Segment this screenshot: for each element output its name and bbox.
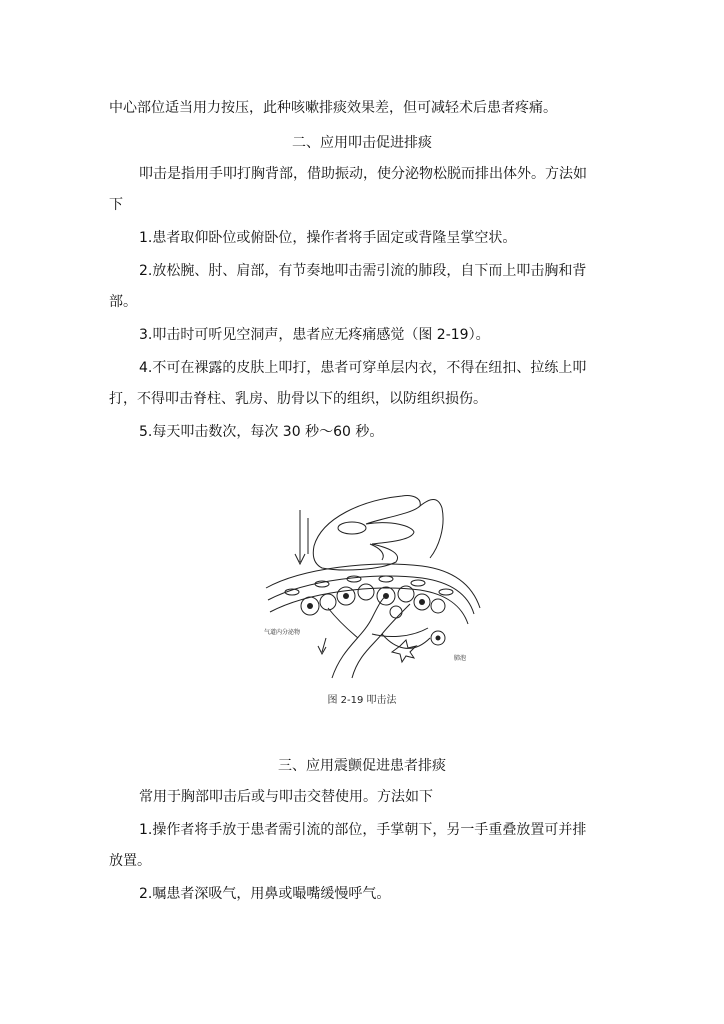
section-heading: 三、应用震颤促进患者排痰 [278, 758, 446, 774]
list-item: 1.操作者将手放于患者需引流的部位，手掌朝下，另一手重叠放置可并排 [139, 822, 587, 838]
figure-caption: 图 2-19 叩击法 [327, 695, 397, 706]
list-item: 1.患者取仰卧位或俯卧位，操作者将手固定或背隆呈掌空状。 [139, 230, 517, 246]
paragraph-line: 部。 [109, 294, 137, 310]
paragraph-line: 常用于胸部叩击后或与叩击交替使用。方法如下 [139, 789, 433, 805]
list-item: 3.叩击时可听见空洞声，患者应无疼痛感觉（图 2-19）。 [139, 327, 490, 343]
paragraph-line: 下 [109, 197, 123, 213]
figure-label-alveoli: 肺泡 [454, 655, 467, 662]
paragraph-line: 放置。 [109, 853, 151, 869]
paragraph-line: 打，不得叩击脊柱、乳房、肋骨以下的组织，以防组织损伤。 [109, 391, 487, 407]
list-item: 5.每天叩击数次，每次 30 秒～60 秒。 [139, 424, 384, 440]
list-item: 2.嘱患者深吸气，用鼻或嘬嘴缓慢呼气。 [139, 886, 391, 902]
list-item: 4.不可在裸露的皮肤上叩打，患者可穿单层内衣，不得在纽扣、拉练上叩 [139, 360, 587, 376]
percussion-illustration [262, 488, 484, 684]
figure-label-secretions: 气道内分泌物 [264, 629, 301, 636]
section-heading: 二、应用叩击促进排痰 [292, 135, 432, 151]
list-item: 2.放松腕、肘、肩部，有节奏地叩击需引流的肺段，自下而上叩击胸和背 [139, 263, 587, 279]
paragraph-line: 中心部位适当用力按压，此种咳嗽排痰效果差，但可减轻术后患者疼痛。 [109, 100, 557, 116]
paragraph-line: 叩击是指用手叩打胸背部，借助振动，使分泌物松脱而排出体外。方法如 [139, 166, 587, 182]
percussion-drawing [262, 488, 484, 684]
